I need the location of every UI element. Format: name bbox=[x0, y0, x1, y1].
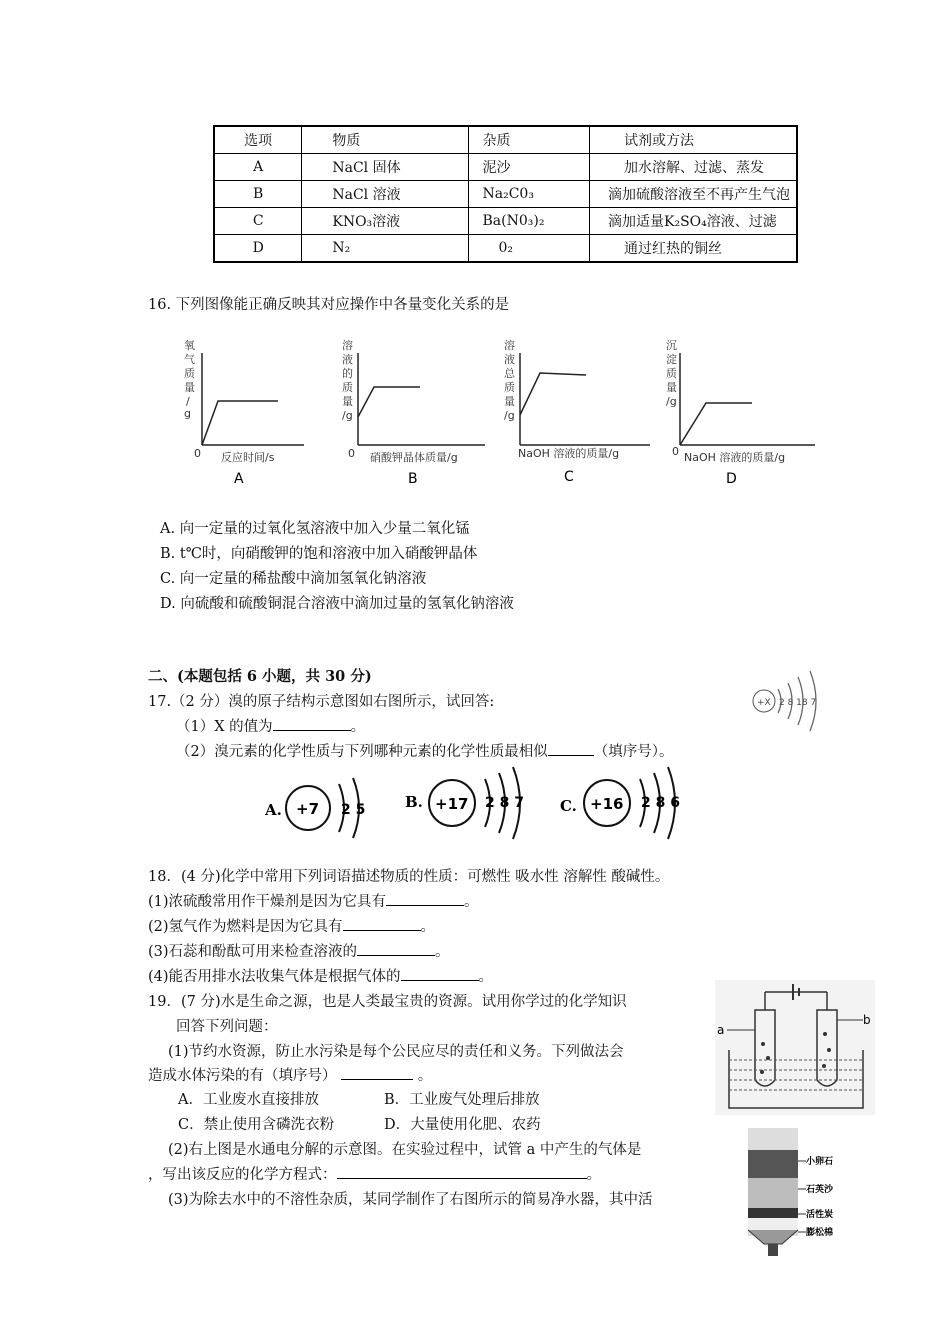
graph-xlabel: 硝酸钾晶体质量/g bbox=[370, 451, 458, 464]
table-cell: NaCl 溶液 bbox=[302, 181, 468, 208]
q19-p1b: 造成水体污染的有（填序号） 。 bbox=[148, 1064, 432, 1085]
graph-letter: A bbox=[234, 471, 244, 487]
table-header: 物质 bbox=[302, 126, 468, 154]
svg-text:B.: B. bbox=[405, 793, 423, 811]
q16-option: A. 向一定量的过氧化氢溶液中加入少量二氧化锰 bbox=[160, 521, 470, 537]
q19-p2b: ，写出该反应的化学方程式： 。 bbox=[148, 1163, 601, 1184]
graph-ylabel: 量 bbox=[504, 395, 515, 408]
answer-blank[interactable] bbox=[548, 741, 594, 756]
table-cell: Ba(N0₃)₂ bbox=[468, 208, 589, 235]
q17-sub2: （2）溴元素的化学性质与下列哪种元素的化学性质最相似 （填序号）。 bbox=[176, 740, 673, 761]
electrolysis-apparatus bbox=[715, 980, 875, 1119]
graph-ylabel: 量 bbox=[666, 381, 677, 394]
graph-ylabel: /g bbox=[666, 395, 677, 408]
table-header: 杂质 bbox=[468, 126, 589, 154]
graph-xlabel: NaOH 溶液的质量/g bbox=[684, 451, 786, 464]
graph-b bbox=[330, 335, 490, 490]
graph-ylabel: 总 bbox=[504, 367, 515, 380]
svg-text:2 8 7: 2 8 7 bbox=[485, 795, 524, 811]
atom-diagram-a bbox=[265, 770, 385, 844]
svg-text:C.: C. bbox=[560, 797, 577, 815]
answer-blank[interactable] bbox=[341, 1065, 413, 1080]
table-cell: A bbox=[214, 154, 302, 181]
q18-stem: 18．(4 分)化学中常用下列词语描述物质的性质：可燃性 吸水性 溶解性 酸碱性。 bbox=[148, 869, 670, 885]
svg-text:+17: +17 bbox=[435, 795, 469, 813]
q19-choice-b: B．工业废气处理后排放 bbox=[384, 1092, 540, 1108]
graph-ylabel: 沉 bbox=[666, 339, 677, 352]
answer-blank[interactable] bbox=[401, 966, 479, 981]
graph-ylabel: 溶 bbox=[342, 339, 353, 352]
svg-text:+16: +16 bbox=[590, 795, 624, 813]
svg-text:2 5: 2 5 bbox=[341, 802, 366, 818]
graph-ylabel: 质 bbox=[184, 367, 195, 380]
q19-stem2: 回答下列问题： bbox=[176, 1019, 278, 1035]
graph-ylabel: / bbox=[186, 395, 190, 408]
table-header: 选项 bbox=[214, 126, 302, 154]
graph-ylabel: g bbox=[184, 407, 191, 420]
table-cell: 通过红热的铜丝 bbox=[590, 235, 798, 263]
graph-ylabel: 液 bbox=[504, 353, 515, 366]
q18-item: (1)浓硫酸常用作干燥剂是因为它具有 。 bbox=[148, 890, 479, 911]
svg-text:b: b bbox=[863, 1013, 871, 1027]
svg-text:0: 0 bbox=[194, 447, 201, 460]
graph-d bbox=[660, 335, 820, 490]
q19-stem: 19．(7 分)水是生命之源，也是人类最宝贵的资源。试用你学过的化学知识 bbox=[148, 994, 627, 1010]
table-cell: KNO₃溶液 bbox=[302, 208, 468, 235]
svg-text:0: 0 bbox=[672, 445, 679, 458]
table-row bbox=[214, 235, 797, 263]
q16-option: C. 向一定量的稀盐酸中滴加氢氧化钠溶液 bbox=[160, 571, 427, 587]
graph-ylabel: 质 bbox=[342, 381, 353, 394]
table-row bbox=[214, 208, 797, 235]
table-cell: 泥沙 bbox=[468, 154, 589, 181]
graph-ylabel: /g bbox=[342, 409, 353, 422]
graph-letter: B bbox=[408, 471, 418, 487]
table-header: 试剂或方法 bbox=[590, 126, 798, 154]
graph-letter: D bbox=[726, 471, 737, 487]
svg-text:小卵石: 小卵石 bbox=[806, 1157, 834, 1167]
atom-diagram-c bbox=[560, 765, 700, 844]
graph-ylabel: 溶 bbox=[504, 339, 515, 352]
water-filter-diagram bbox=[740, 1128, 840, 1262]
graph-ylabel: 气 bbox=[184, 353, 195, 366]
q18-item: (2)氢气作为燃料是因为它具有 。 bbox=[148, 915, 435, 936]
graph-ylabel: 氧 bbox=[184, 339, 195, 352]
q17-stem: 17.（2 分）溴的原子结构示意图如右图所示，试回答: bbox=[148, 694, 495, 710]
table-cell: N₂ bbox=[302, 235, 468, 263]
table-cell: 加水溶解、过滤、蒸发 bbox=[590, 154, 798, 181]
q18-item: (4)能否用排水法收集气体是根据气体的 。 bbox=[148, 965, 493, 986]
svg-text:石英沙: 石英沙 bbox=[806, 1185, 834, 1195]
graph-ylabel: 液 bbox=[342, 353, 353, 366]
answer-blank[interactable] bbox=[337, 1164, 587, 1179]
q19-p3: (3)为除去水中的不溶性杂质，某同学制作了右图所示的简易净水器，其中活 bbox=[168, 1192, 653, 1208]
table-cell: Na₂C0₃ bbox=[468, 181, 589, 208]
graph-xlabel: 反应时间/s bbox=[221, 451, 275, 464]
q16-option: B. t℃时，向硝酸钾的饱和溶液中加入硝酸钾晶体 bbox=[160, 546, 478, 562]
graph-ylabel: 质 bbox=[666, 367, 677, 380]
table-header-row bbox=[214, 126, 797, 154]
atom-diagram-b bbox=[405, 765, 545, 844]
table-cell: 0₂ bbox=[468, 235, 589, 263]
q16-stem: 16. 下列图像能正确反映其对应操作中各量变化关系的是 bbox=[148, 297, 510, 313]
graph-xlabel: NaOH 溶液的质量/g bbox=[518, 447, 620, 460]
svg-text:+X: +X bbox=[757, 698, 771, 708]
svg-text:a: a bbox=[717, 1023, 725, 1037]
answer-blank[interactable] bbox=[386, 891, 464, 906]
svg-text:2 8 18 7: 2 8 18 7 bbox=[779, 698, 817, 708]
section-title: 二、(本题包括 6 小题，共 30 分) bbox=[148, 668, 372, 685]
table-cell: 滴加适量K₂SO₄溶液、过滤 bbox=[590, 208, 798, 235]
answer-blank[interactable] bbox=[273, 716, 351, 731]
q19-p1a: (1)节约水资源，防止水污染是每个公民应尽的责任和义务。下列做法会 bbox=[168, 1044, 624, 1060]
q17-sub1: （1）X 的值为 。 bbox=[176, 715, 365, 736]
table-cell: NaCl 固体 bbox=[302, 154, 468, 181]
graph-ylabel: 量 bbox=[184, 381, 195, 394]
graph-letter: C bbox=[564, 469, 574, 485]
svg-text:膨松棉: 膨松棉 bbox=[806, 1228, 834, 1238]
q19-choice-c: C．禁止使用含磷洗衣粉 bbox=[178, 1117, 335, 1133]
table-cell: 滴加硫酸溶液至不再产生气泡 bbox=[590, 181, 798, 208]
graph-ylabel: 质 bbox=[504, 381, 515, 394]
graph-c bbox=[500, 335, 660, 490]
graph-ylabel: 的 bbox=[342, 367, 353, 380]
svg-text:A.: A. bbox=[265, 801, 282, 819]
q19-choice-a: A．工业废水直接排放 bbox=[178, 1092, 319, 1108]
q19-choice-d: D．大量使用化肥、农药 bbox=[384, 1117, 541, 1133]
bromine-atom-diagram bbox=[750, 667, 830, 751]
table-cell: D bbox=[214, 235, 302, 263]
table-row bbox=[214, 154, 797, 181]
svg-text:活性炭: 活性炭 bbox=[806, 1210, 834, 1220]
graph-ylabel: /g bbox=[504, 409, 515, 422]
answer-blank[interactable] bbox=[343, 916, 421, 931]
table-row bbox=[214, 181, 797, 208]
graph-a bbox=[176, 335, 311, 490]
svg-text:+7: +7 bbox=[296, 800, 320, 818]
answer-blank[interactable] bbox=[357, 941, 435, 956]
svg-text:2 8 6: 2 8 6 bbox=[641, 795, 680, 811]
q16-option: D. 向硫酸和硫酸铜混合溶液中滴加过量的氢氧化钠溶液 bbox=[160, 596, 514, 612]
options-table bbox=[213, 125, 798, 263]
graph-ylabel: 量 bbox=[342, 395, 353, 408]
table-cell: B bbox=[214, 181, 302, 208]
q18-item: (3)石蕊和酚酞可用来检查溶液的 。 bbox=[148, 940, 450, 961]
table-cell: C bbox=[214, 208, 302, 235]
q19-p2a: (2)右上图是水通电分解的示意图。在实验过程中，试管 a 中产生的气体是 bbox=[168, 1142, 642, 1158]
graph-ylabel: 淀 bbox=[666, 353, 677, 366]
svg-text:0: 0 bbox=[348, 447, 355, 460]
